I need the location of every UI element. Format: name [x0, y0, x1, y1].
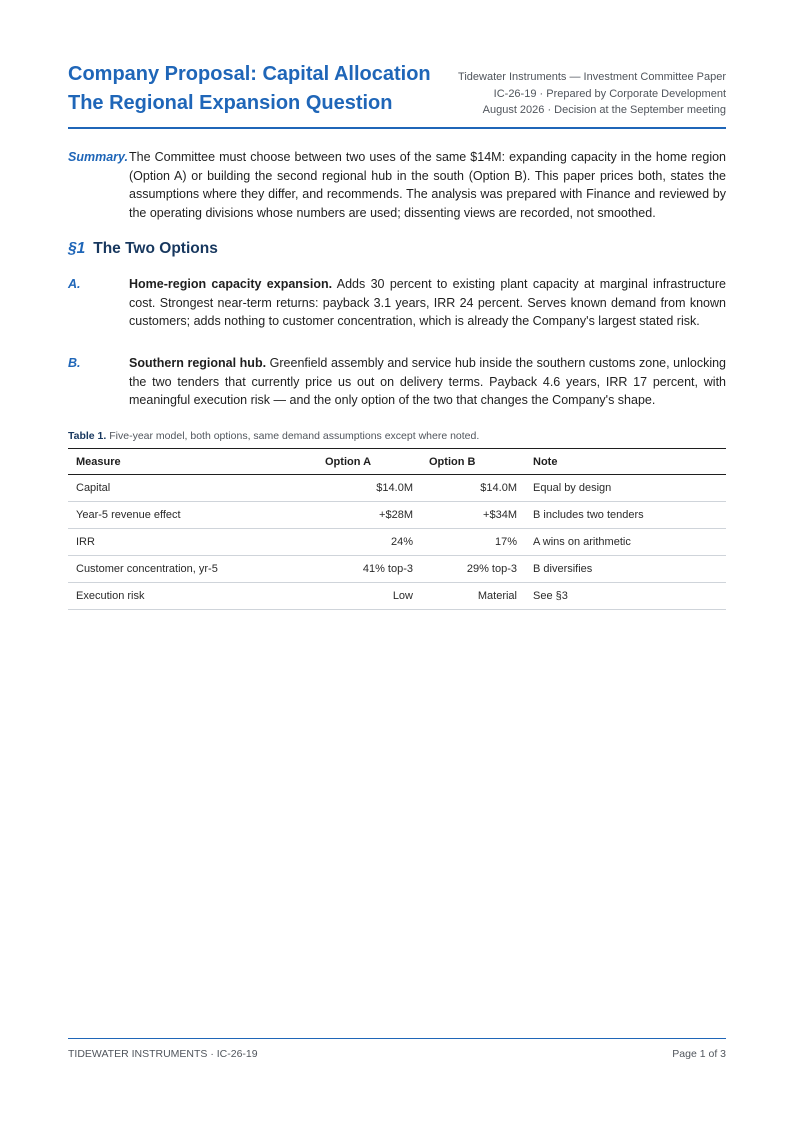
section-number: §1	[68, 240, 86, 257]
option-a	[68, 275, 726, 331]
table-row	[68, 583, 726, 610]
meta-line-3: August 2026 · Decision at the September meeting	[482, 104, 726, 116]
summary-text: The Committee must choose between two uses of the same $14M: expanding capacity in the home region (Option A) or building the second regional hub in the south (Option B). This paper prices both, states the assumptions where they differ, and recommends. The analysis was prepared with Finance and reviewed by the operating divisions whose numbers are used; dissenting views are recorded, not smoothed.	[129, 150, 726, 220]
cell-note: Equal by design	[525, 475, 726, 502]
col-header-note: Note	[525, 449, 726, 475]
cell-measure: Year-5 revenue effect	[68, 502, 317, 529]
meta-line-1: Tidewater Instruments — Investment Committee Paper	[458, 71, 726, 83]
document-header	[68, 60, 726, 129]
section-title: The Two Options	[93, 240, 218, 257]
option-body	[129, 275, 726, 331]
option-letter: B.	[68, 356, 81, 370]
table-row	[68, 502, 726, 529]
summary-label: Summary.	[68, 150, 128, 164]
cell-option-b: Material	[421, 583, 525, 610]
table-row	[68, 556, 726, 583]
col-header-measure: Measure	[68, 449, 317, 475]
comparison-table	[68, 448, 726, 610]
table-row	[68, 529, 726, 556]
cell-note: See §3	[525, 583, 726, 610]
cell-measure: Customer concentration, yr-5	[68, 556, 317, 583]
cell-option-b: 17%	[421, 529, 525, 556]
title-line-2: The Regional Expansion Question	[68, 92, 393, 114]
page-footer	[68, 1038, 726, 1060]
cell-option-a: 41% top-3	[317, 556, 421, 583]
option-text: Greenfield assembly and service hub inside the southern customs zone, unlocking the two tenders that currently price us out on delivery terms. Payback 4.6 years, IRR 17 percent, with meaningful execution risk — and the only option of the two that changes the Company's shape.	[129, 356, 727, 407]
table-caption-label: Table 1.	[68, 430, 107, 442]
cell-option-a: +$28M	[317, 502, 421, 529]
document-meta	[458, 69, 726, 119]
cell-measure: IRR	[68, 529, 317, 556]
option-lead: Home-region capacity expansion.	[129, 277, 333, 291]
cell-option-b: 29% top-3	[421, 556, 525, 583]
col-header-option-a: Option A	[317, 449, 421, 475]
meta-line-2: IC-26-19 · Prepared by Corporate Development	[493, 87, 726, 100]
table-header-row	[68, 449, 726, 475]
cell-note: B diversifies	[525, 556, 726, 583]
footer-doc-id: TIDEWATER INSTRUMENTS · IC-26-19	[68, 1048, 258, 1060]
table-caption-text: Five-year model, both options, same demand assumptions except where noted.	[109, 430, 480, 442]
cell-option-b: $14.0M	[421, 475, 525, 502]
page-number: Page 1 of 3	[672, 1048, 726, 1060]
table-caption	[68, 430, 479, 442]
cell-measure: Execution risk	[68, 583, 317, 610]
title-line-1: Company Proposal: Capital Allocation	[68, 63, 431, 85]
cell-option-a: Low	[317, 583, 421, 610]
cell-option-a: $14.0M	[317, 475, 421, 502]
section-heading	[68, 238, 218, 260]
table-row	[68, 475, 726, 502]
option-body	[129, 354, 726, 410]
cell-option-a: 24%	[317, 529, 421, 556]
option-b	[68, 354, 726, 410]
cell-measure: Capital	[68, 475, 317, 502]
document-page	[68, 0, 726, 1123]
cell-option-b: +$34M	[421, 502, 525, 529]
option-text: Adds 30 percent to existing plant capacity at marginal infrastructure cost. Strongest near-term returns: payback 3.1 years, IRR 24 percent. Serves known demand from known customers; adds nothing to customer concentration, which is already the Company's largest stated risk.	[129, 277, 727, 328]
option-letter: A.	[68, 277, 81, 291]
document-title	[68, 60, 431, 118]
summary-block	[68, 148, 726, 222]
col-header-option-b: Option B	[421, 449, 525, 475]
cell-note: A wins on arithmetic	[525, 529, 726, 556]
option-lead: Southern regional hub.	[129, 356, 267, 370]
cell-note: B includes two tenders	[525, 502, 726, 529]
